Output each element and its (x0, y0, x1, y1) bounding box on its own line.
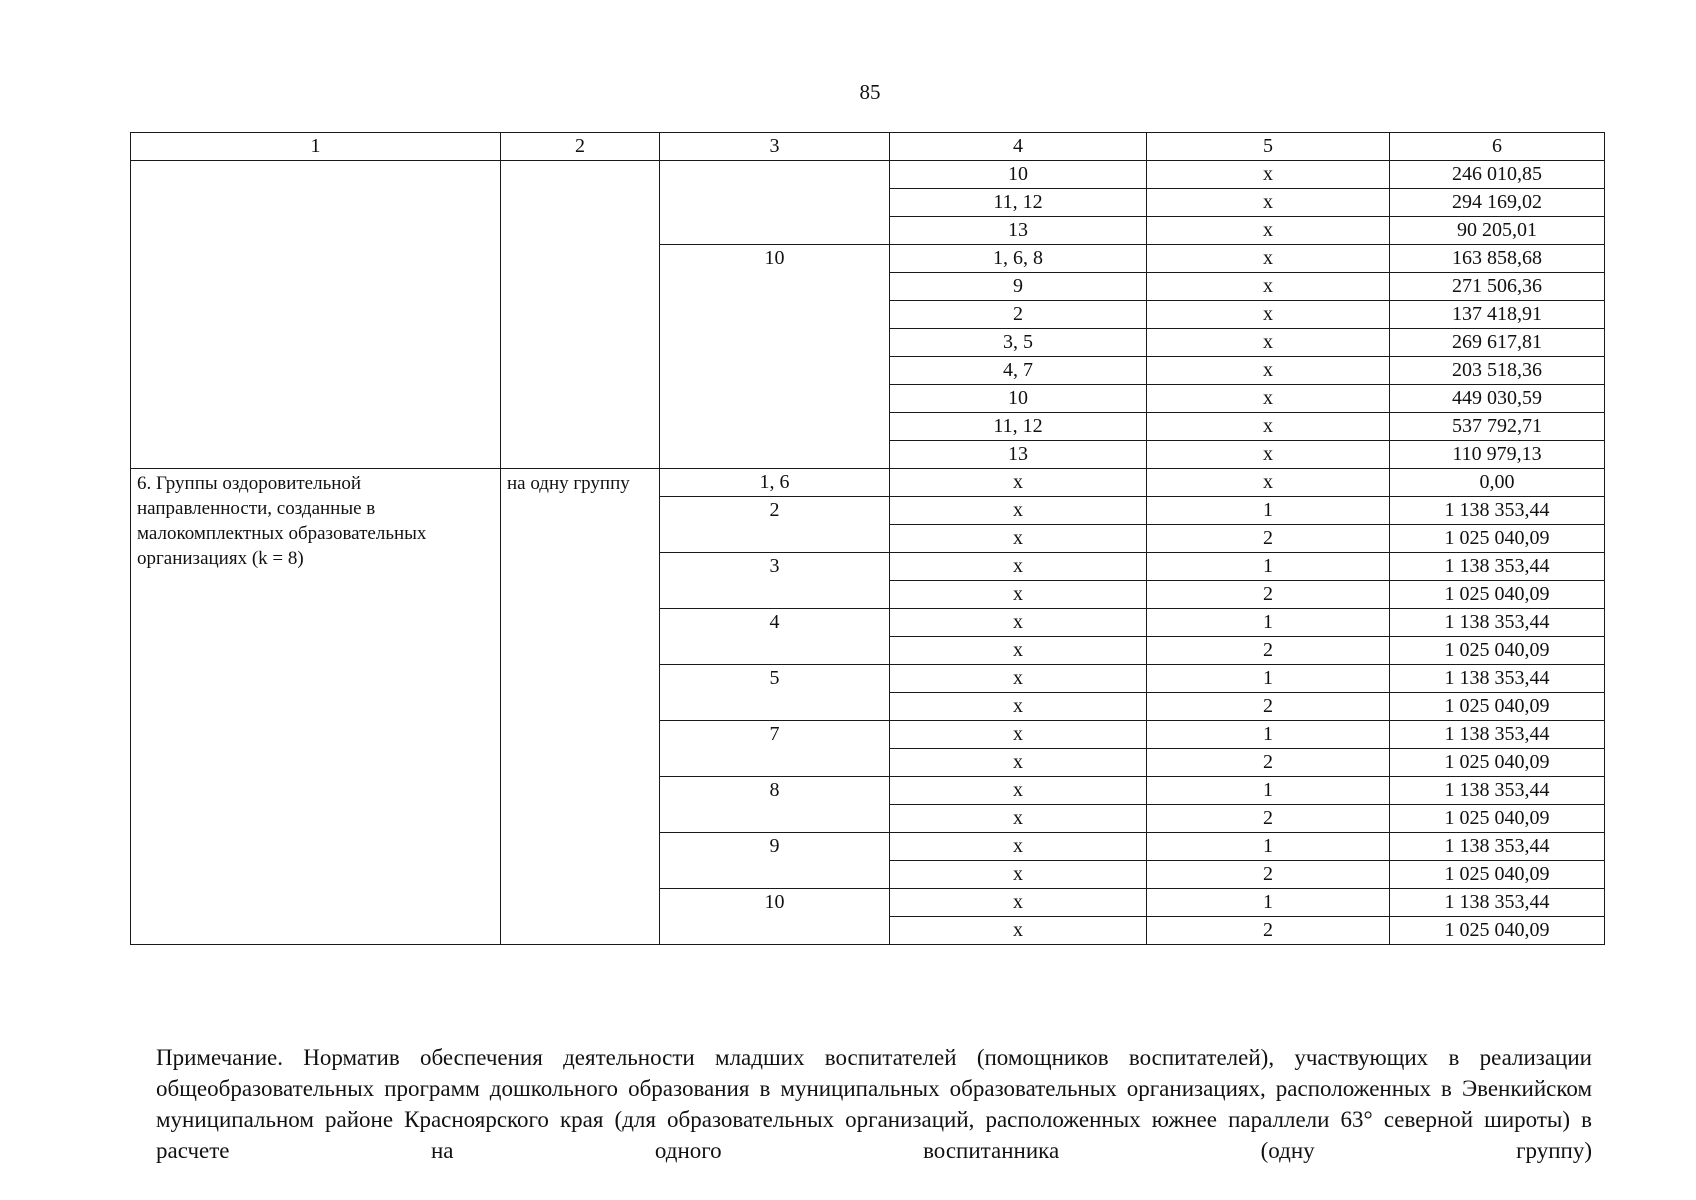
group-label-cell: 5 (660, 665, 890, 721)
value-cell-col5: х (1147, 385, 1390, 413)
value-cell-col5: х (1147, 469, 1390, 497)
amount-cell: 269 617,81 (1390, 329, 1605, 357)
group-label-cell: 4 (660, 609, 890, 665)
value-cell-col4: х (890, 609, 1147, 637)
table-row (131, 469, 1605, 497)
value-cell-col5: 2 (1147, 637, 1390, 665)
amount-cell: 537 792,71 (1390, 413, 1605, 441)
amount-cell: 1 138 353,44 (1390, 497, 1605, 525)
value-cell-col4: х (890, 833, 1147, 861)
amount-cell: 90 205,01 (1390, 217, 1605, 245)
value-cell-col5: 2 (1147, 805, 1390, 833)
column-header: 1 (131, 133, 501, 161)
amount-cell: 1 025 040,09 (1390, 805, 1605, 833)
column-header: 5 (1147, 133, 1390, 161)
amount-cell: 1 138 353,44 (1390, 665, 1605, 693)
column-number-row (131, 133, 1605, 161)
group-label-cell: 7 (660, 721, 890, 777)
amount-cell: 1 025 040,09 (1390, 917, 1605, 945)
column-header: 2 (501, 133, 660, 161)
value-cell-col4: х (890, 889, 1147, 917)
value-cell-col4: х (890, 805, 1147, 833)
group-label-cell (660, 161, 890, 245)
value-cell-col4: 11, 12 (890, 413, 1147, 441)
value-cell-col5: 2 (1147, 917, 1390, 945)
amount-cell: 163 858,68 (1390, 245, 1605, 273)
value-cell-col5: х (1147, 413, 1390, 441)
value-cell-col5: 1 (1147, 609, 1390, 637)
amount-cell: 294 169,02 (1390, 189, 1605, 217)
value-cell-col4: х (890, 581, 1147, 609)
value-cell-col4: х (890, 917, 1147, 945)
value-cell-col5: х (1147, 189, 1390, 217)
value-cell-col4: х (890, 749, 1147, 777)
value-cell-col5: х (1147, 245, 1390, 273)
category-name-cell: 6. Группы оздоровительной направленности, созданные в малокомплектных образовательных организациях (k = 8) (131, 469, 501, 945)
amount-cell: 1 138 353,44 (1390, 553, 1605, 581)
group-label-cell: 10 (660, 245, 890, 469)
amount-cell: 449 030,59 (1390, 385, 1605, 413)
amount-cell: 1 025 040,09 (1390, 749, 1605, 777)
column-header: 4 (890, 133, 1147, 161)
value-cell-col4: х (890, 497, 1147, 525)
column-header: 6 (1390, 133, 1605, 161)
value-cell-col4: 13 (890, 217, 1147, 245)
value-cell-col5: 2 (1147, 581, 1390, 609)
value-cell-col5: 1 (1147, 497, 1390, 525)
value-cell-col4: х (890, 665, 1147, 693)
amount-cell: 1 025 040,09 (1390, 581, 1605, 609)
amount-cell: 1 138 353,44 (1390, 777, 1605, 805)
empty-cell (131, 161, 501, 469)
value-cell-col5: х (1147, 441, 1390, 469)
amount-cell: 246 010,85 (1390, 161, 1605, 189)
value-cell-col4: 11, 12 (890, 189, 1147, 217)
value-cell-col4: 9 (890, 273, 1147, 301)
value-cell-col5: 1 (1147, 777, 1390, 805)
value-cell-col4: х (890, 721, 1147, 749)
page-number: 85 (859, 80, 881, 104)
value-cell-col5: 2 (1147, 525, 1390, 553)
value-cell-col5: 2 (1147, 749, 1390, 777)
value-cell-col4: х (890, 861, 1147, 889)
value-cell-col4: 10 (890, 385, 1147, 413)
value-cell-col4: х (890, 525, 1147, 553)
value-cell-col4: 3, 5 (890, 329, 1147, 357)
amount-cell: 0,00 (1390, 469, 1605, 497)
value-cell-col5: х (1147, 273, 1390, 301)
value-cell-col5: 1 (1147, 665, 1390, 693)
group-label-cell: 3 (660, 553, 890, 609)
amount-cell: 1 025 040,09 (1390, 525, 1605, 553)
group-label-cell: 1, 6 (660, 469, 890, 497)
amount-cell: 1 138 353,44 (1390, 721, 1605, 749)
table-body (131, 161, 1605, 945)
value-cell-col4: 10 (890, 161, 1147, 189)
value-cell-col5: х (1147, 161, 1390, 189)
value-cell-col5: 1 (1147, 721, 1390, 749)
footnote: Примечание. Норматив обеспечения деятельности младших воспитателей (помощников воспитателей), участвующих в реализации общеобразовательных программ дошкольного образования в муниципальных образовательных организациях, расположенных в Эвенкийском муниципальном районе Красноярского края (для образовательных организаций, расположенных южнее параллели 63° северной широты) в расчете на одного воспитанника (одну группу) (156, 1045, 1592, 1163)
value-cell-col5: 2 (1147, 861, 1390, 889)
group-label-cell: 9 (660, 833, 890, 889)
value-cell-col5: х (1147, 301, 1390, 329)
value-cell-col5: 1 (1147, 833, 1390, 861)
amount-cell: 137 418,91 (1390, 301, 1605, 329)
value-cell-col4: 1, 6, 8 (890, 245, 1147, 273)
value-cell-col5: х (1147, 329, 1390, 357)
value-cell-col5: х (1147, 217, 1390, 245)
group-label-cell: 10 (660, 889, 890, 945)
value-cell-col4: 4, 7 (890, 357, 1147, 385)
value-cell-col5: х (1147, 357, 1390, 385)
amount-cell: 1 025 040,09 (1390, 637, 1605, 665)
value-cell-col5: 1 (1147, 889, 1390, 917)
value-cell-col5: 1 (1147, 553, 1390, 581)
value-cell-col4: х (890, 637, 1147, 665)
amount-cell: 271 506,36 (1390, 273, 1605, 301)
group-label-cell: 8 (660, 777, 890, 833)
column-header: 3 (660, 133, 890, 161)
amount-cell: 1 138 353,44 (1390, 833, 1605, 861)
value-cell-col4: 13 (890, 441, 1147, 469)
norms-table (130, 132, 1605, 945)
group-label-cell: 2 (660, 497, 890, 553)
amount-cell: 1 025 040,09 (1390, 693, 1605, 721)
value-cell-col4: х (890, 553, 1147, 581)
amount-cell: 110 979,13 (1390, 441, 1605, 469)
table-row (131, 161, 1605, 189)
amount-cell: 1 025 040,09 (1390, 861, 1605, 889)
value-cell-col4: 2 (890, 301, 1147, 329)
amount-cell: 203 518,36 (1390, 357, 1605, 385)
unit-cell: на одну группу (501, 469, 660, 945)
amount-cell: 1 138 353,44 (1390, 889, 1605, 917)
value-cell-col4: х (890, 469, 1147, 497)
value-cell-col5: 2 (1147, 693, 1390, 721)
empty-cell (501, 161, 660, 469)
value-cell-col4: х (890, 777, 1147, 805)
value-cell-col4: х (890, 693, 1147, 721)
amount-cell: 1 138 353,44 (1390, 609, 1605, 637)
